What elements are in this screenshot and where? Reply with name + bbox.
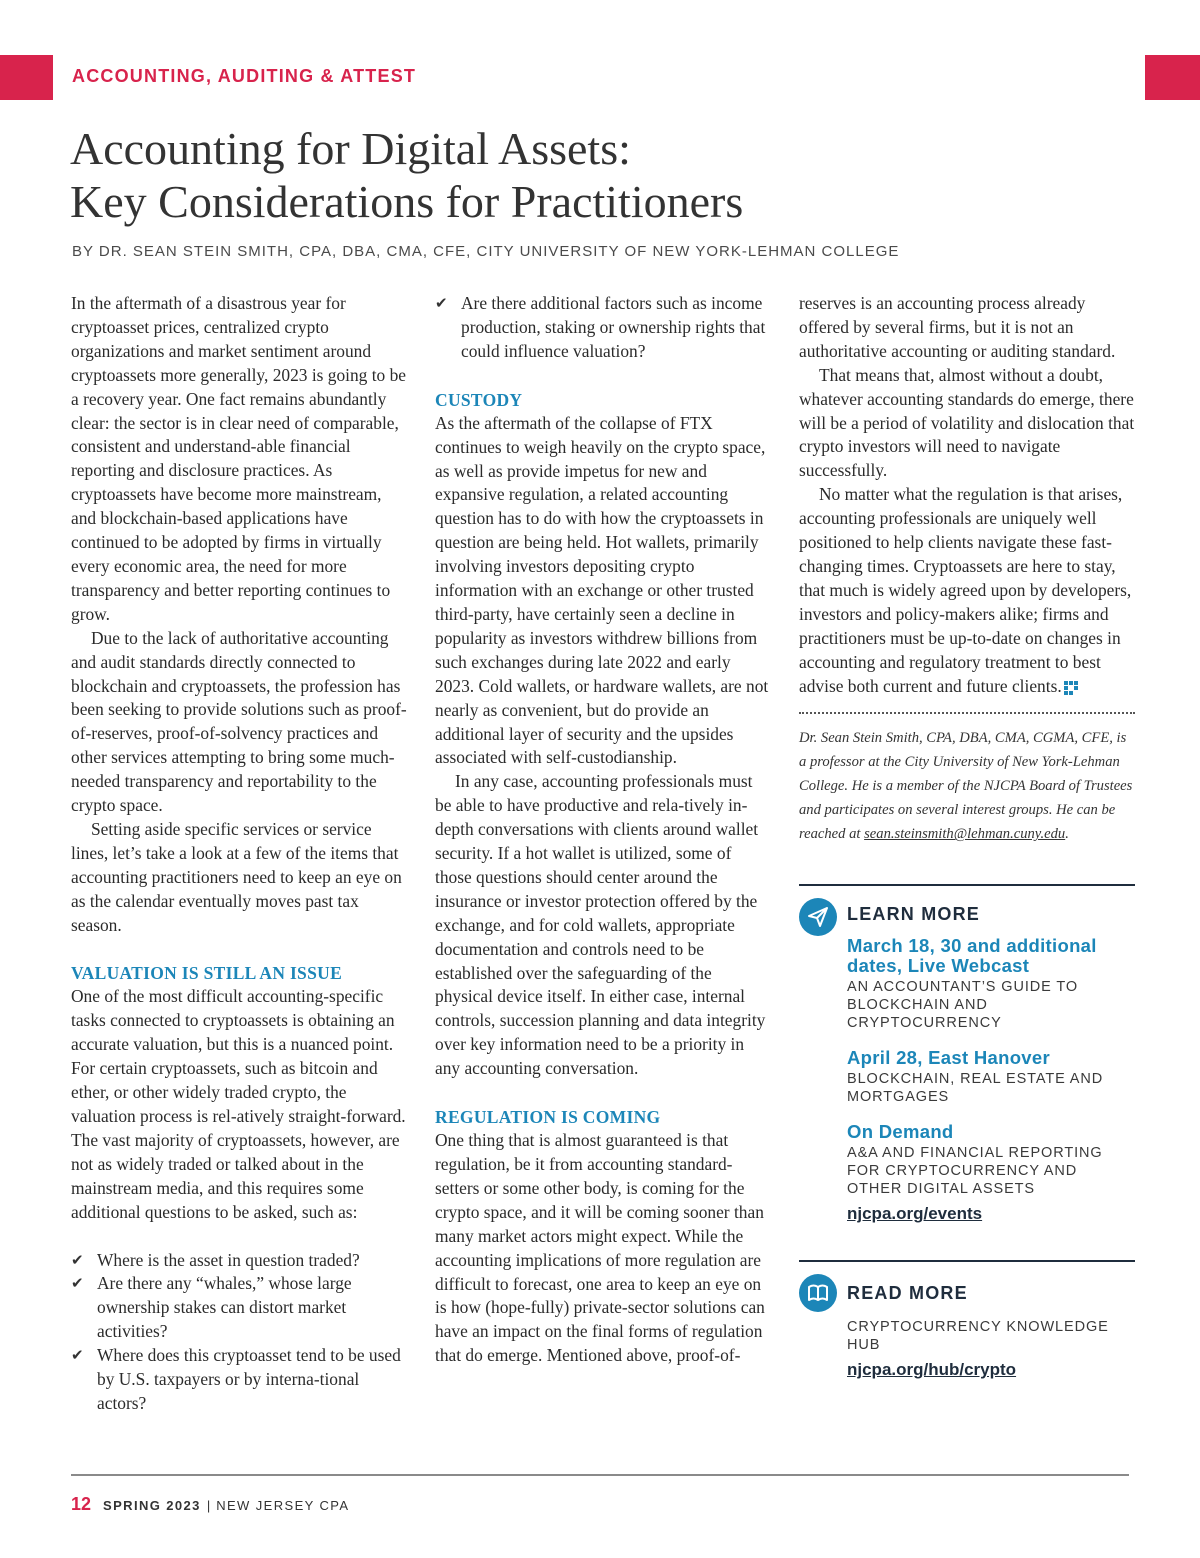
read-more-box [799, 1260, 1135, 1382]
article-column-3 [799, 292, 1135, 1382]
paragraph-text: No matter what the regulation is that arises, accounting professionals are uniquely well positioned to help clients navigate these fast-changing times. Cryptoassets are here to stay, that much is widely agreed upon by developers, investors and policy-makers alike; firms and practitioners must be up-to-date on changes in accounting and regulatory treatment to best advise both current and future clients. [799, 484, 1132, 696]
accent-tab-left [0, 55, 53, 100]
accent-tab-right [1145, 55, 1200, 100]
section-label: ACCOUNTING, AUDITING & ATTEST [72, 66, 417, 86]
article-column-1 [71, 292, 407, 1416]
author-email-link[interactable]: sean.steinsmith@lehman.cuny.edu [864, 826, 1066, 843]
open-book-icon [799, 1274, 837, 1312]
hub-title: CRYPTOCURRENCY KNOWLEDGE HUB [847, 1319, 1109, 1354]
footer-separator: | [206, 1498, 211, 1513]
list-item-text: Are there additional factors such as income production, staking or ownership rights that could influence valuation? [461, 293, 766, 361]
paragraph: In the aftermath of a disastrous year for cryptoasset prices, centralized crypto organizations and market sentiment around cryptoassets more generally, 2023 is going to be a recovery year. One fact remains abundantly clear: the sector is in clear need of comparable, consistent and understand-able financial reporting and disclosure practices. As cryptoassets have become more mainstream, and blockchain-based applications have continued to be adopted by firms in virtually every economic area, the need for more transparency and better reporting continues to grow. [71, 293, 407, 624]
list-item [71, 1249, 407, 1273]
magazine-name: NEW JERSEY CPA [216, 1498, 350, 1513]
read-more-body [847, 1282, 1135, 1382]
paragraph [799, 483, 1135, 698]
page-footer [71, 1494, 349, 1515]
list-item [435, 292, 771, 364]
events-link[interactable]: njcpa.org/events [847, 1204, 983, 1224]
crypto-hub-link[interactable]: njcpa.org/hub/crypto [847, 1360, 1017, 1380]
paragraph: reserves is an accounting process already offered by several firms, but it is not an authoritative accounting or auditing standard. [799, 293, 1116, 361]
checkmark-icon: ✔ [435, 294, 448, 312]
paragraph: One thing that is almost guaranteed is that regulation, be it from accounting standard-setters or some other body, is coming for the crypto space, and it will be coming sooner than many market actors might expect. While the accounting implications of more regulation are difficult to forecast, one area to keep an eye on is how (hope-fully) private-sector solutions can have an impact on the final forms of regulation that do emerge. Mentioned above, proof-of- [435, 1130, 765, 1366]
issue-label: SPRING 2023 [103, 1498, 201, 1513]
section-heading-custody: CUSTODY [435, 389, 523, 410]
author-bio [799, 726, 1135, 846]
learn-more-body [847, 903, 1135, 1226]
paragraph: That means that, almost without a doubt, whatever accounting standards do emerge, there will be a period of volatility and dislocation that crypto investors will need to navigate successfully. [799, 364, 1135, 481]
event-date: April 28, East Hanover [847, 1047, 1050, 1069]
article-title [70, 122, 743, 228]
list-item-text: Where does this cryptoasset tend to be used by U.S. taxpayers or by interna-tional actors? [97, 1345, 401, 1413]
footer-divider [71, 1474, 1129, 1476]
event-title: AN ACCOUNTANT’S GUIDE TO BLOCKCHAIN AND CRYPTOCURRENCY [847, 979, 1079, 1032]
dotted-divider [799, 712, 1135, 714]
checkmark-icon: ✔ [71, 1274, 84, 1293]
learn-more-heading: LEARN MORE [847, 904, 980, 925]
list-item [71, 1272, 407, 1344]
byline: BY DR. SEAN STEIN SMITH, CPA, DBA, CMA, CFE, CITY UNIVERSITY OF NEW YORK-LEHMAN COLLEGE [72, 243, 900, 260]
paragraph: One of the most difficult accounting-specific tasks connected to cryptoassets is obtaining an accurate valuation, but this is a nuanced point. For certain cryptoassets, such as bitcoin and ether, or other widely traded crypto, the valuation process is rel-atively straight-forward. The vast majority of cryptoassets, however, are not as widely traded or talked about in the mainstream media, and this requires some additional questions to be asked, such as: [71, 986, 406, 1222]
paragraph: Due to the lack of authoritative accounting and audit standards directly connected to blockchain and cryptoassets, the profession has been seeking to provide solutions such as proof-of-reserves, proof-of-solvency practices and other services attempting to bring some much-needed transparency and reportability to the crypto space. [71, 627, 407, 816]
paper-plane-icon [799, 898, 837, 936]
title-line-2: Key Considerations for Practitioners [70, 176, 744, 227]
article-column-2 [435, 292, 771, 1368]
bio-end: . [1065, 826, 1069, 843]
valuation-checklist [71, 1249, 407, 1416]
event-title: A&A AND FINANCIAL REPORTING FOR CRYPTOCURRENCY AND OTHER DIGITAL ASSETS [847, 1145, 1103, 1198]
page-number: 12 [71, 1494, 92, 1514]
list-item-text: Are there any “whales,” whose large ownership stakes can distort market activities? [97, 1273, 352, 1342]
checkmark-icon: ✔ [71, 1250, 84, 1269]
paragraph: In any case, accounting professionals must be able to have productive and rela-tively in-depth conversations with clients around wallet security. If a hot wallet is utilized, some of those questions should center around the insurance or investor protection offered by the exchange, and for cold wallets, appropriate documentation and controls need to be established over the safeguarding of the physical device itself. In either case, internal controls, succession planning and data integrity over key information need to be a priority in any accounting conversation. [435, 771, 766, 1079]
list-item [71, 1344, 407, 1416]
event-date: On Demand [847, 1121, 954, 1143]
valuation-checklist-continued [435, 292, 771, 364]
end-mark-icon [1064, 681, 1078, 695]
title-line-1: Accounting for Digital Assets: [70, 123, 631, 174]
event-title: BLOCKCHAIN, REAL ESTATE AND MORTGAGES [847, 1071, 1104, 1106]
paragraph: As the aftermath of the collapse of FTX continues to weigh heavily on the crypto space, as well as provide impetus for new and expansive regulation, a related accounting question has to do with how the cryptoassets in question are being held. Hot wallets, primarily involving investors depositing crypto information with an exchange or other trusted third-party, have certainly seen a decline in popularity as investors withdrew billions from such exchanges during late 2022 and early 2023. Cold wallets, or hardware wallets, are not nearly as convenient, but do provide an additional layer of security and the upsides associated with self-custodianship. [435, 412, 769, 768]
event-date: March 18, 30 and additional dates, Live Webcast [847, 935, 1097, 977]
bio-text: Dr. Sean Stein Smith, CPA, DBA, CMA, CGMA, CFE, is a professor at the City University of New York-Lehman College. He is a member of the NJCPA Board of Trustees and participates on several interest groups. He can be reached at [799, 730, 1133, 843]
checkmark-icon: ✔ [71, 1346, 84, 1365]
read-more-heading: READ MORE [847, 1283, 968, 1304]
section-heading-valuation: VALUATION IS STILL AN ISSUE [71, 963, 343, 984]
list-item-text: Where is the asset in question traded? [97, 1249, 360, 1270]
learn-more-box [799, 884, 1135, 1226]
section-heading-regulation: REGULATION IS COMING [435, 1107, 661, 1128]
paragraph: Setting aside specific services or service lines, let’s take a look at a few of the items that accounting practitioners need to keep an eye on as the calendar eventually moves past tax season. [71, 818, 402, 935]
